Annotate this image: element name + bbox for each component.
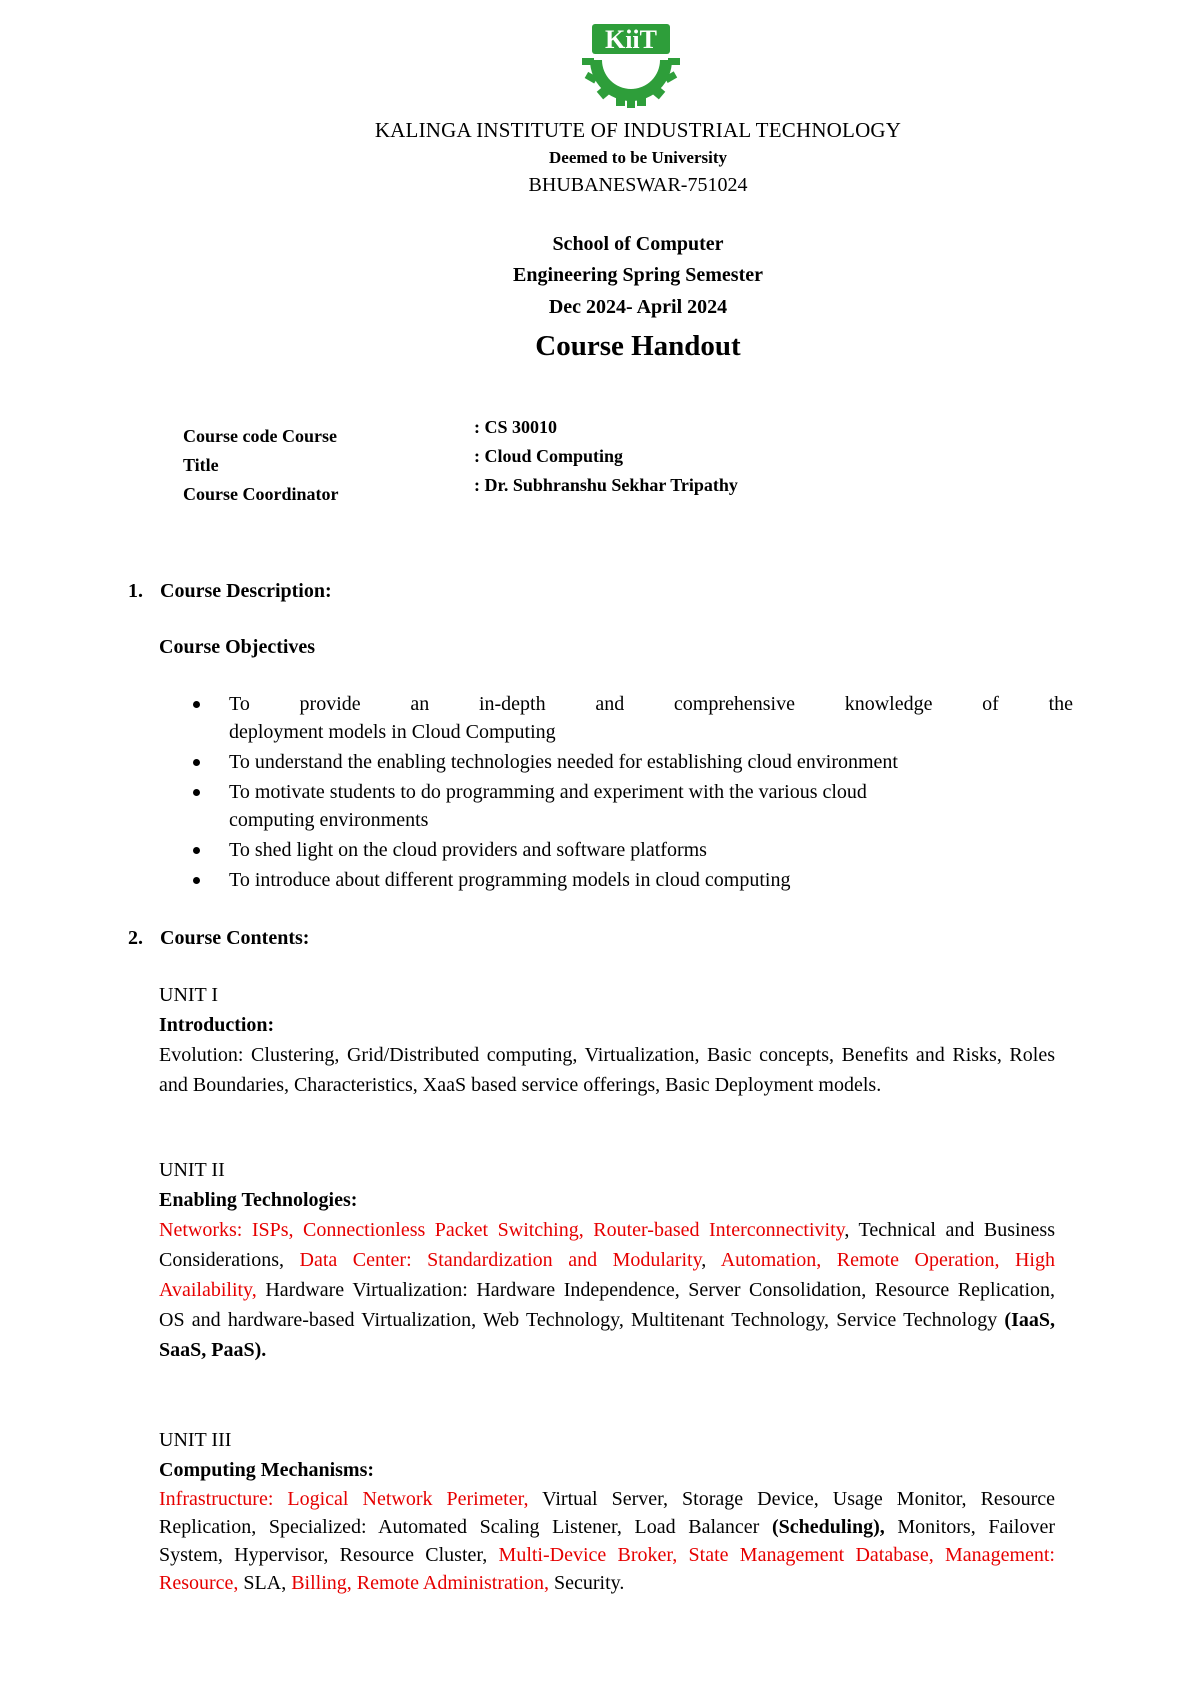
section-1-title: Course Description: [160,580,332,602]
unit-3-label: UNIT III [159,1429,232,1451]
unit-1 [159,980,1055,1100]
bullet-icon [193,759,200,766]
unit-3-title: Computing Mechanisms: [159,1459,375,1481]
unit-3-topic-red: Infrastructure: Logical Network Perimeter, [159,1488,529,1510]
section-1-heading [128,580,332,603]
institute-name: KALINGA INSTITUTE OF INDUSTRIAL TECHNOLOGY [374,118,902,142]
unit-2-topic-red: Networks: ISPs, Connectionless Packet Switching, Router-based Interconnectivity [159,1219,845,1241]
objective-text: To shed light on the cloud providers and software platforms [229,839,707,861]
unit-2-topic-bold: (IaaS, SaaS, PaaS). [159,1309,1055,1361]
bullet-icon [193,877,200,884]
list-item [159,836,1073,864]
unit-2-label: UNIT II [159,1159,225,1181]
list-item [159,748,1073,776]
unit-2-topic: , Technical and Business Considerations, [159,1219,1055,1271]
unit-2-topic-red: Data Center: Standardization and Modularity [299,1249,702,1271]
list-item [159,690,1073,746]
unit-3-topic-red: Billing, Remote Administration, [291,1572,549,1594]
unit-1-title: Introduction: [159,1014,275,1036]
section-1-number: 1. [128,580,143,602]
unit-2 [159,1155,1055,1365]
unit-1-label: UNIT I [159,984,219,1006]
objective-text: To understand the enabling technologies needed for establishing cloud environment [229,751,898,773]
unit-3-topic: Monitors, Failover System, Hypervisor, Resource Cluster, [159,1516,1055,1566]
section-2-title: Course Contents: [160,927,310,949]
unit-3-topic-red: Multi-Device Broker, State Management Database, Management: Resource, [159,1544,1055,1594]
bullet-icon [193,789,200,796]
objectives-list [159,690,1073,896]
unit-3-body [159,1485,1055,1597]
course-coordinator: : Dr. Subhranshu Sekhar Tripathy [474,475,738,495]
deemed-university: Deemed to be University [549,148,727,167]
objective-text: computing environments [229,809,429,831]
unit-3-topic: Security. [549,1572,625,1594]
objectives-heading: Course Objectives [159,636,316,658]
list-item [159,778,1073,834]
label-title: Title [183,455,219,475]
unit-2-body [159,1215,1055,1365]
school-line-1: School of Computer [552,233,724,255]
unit-2-topic-red: Automation, Remote Operation, High Availability, [159,1249,1055,1301]
meta-labels [183,422,339,509]
unit-2-title: Enabling Technologies: [159,1189,358,1211]
unit-3 [159,1425,1055,1597]
unit-2-topic: , [701,1249,721,1271]
unit-3-topic: SLA, [238,1572,292,1594]
bullet-icon [193,847,200,854]
label-code-title: Course code Course [183,426,337,446]
city-pincode: BHUBANESWAR-751024 [528,174,748,196]
bullet-icon [193,701,200,708]
objective-text: deployment models in Cloud Computing [229,721,556,743]
semester-dates: Dec 2024- April 2024 [548,296,728,318]
objective-text: To provide an in-depth and comprehensive knowledge of the [229,693,1073,715]
section-2-number: 2. [128,927,143,949]
page-title: Course Handout [535,330,741,362]
unit-1-body: Evolution: Clustering, Grid/Distributed computing, Virtualization, Basic concepts, Benefits and Risks, Roles and Boundaries, Characteristics, XaaS based service offerings, Basic Deployment models. [159,1044,1055,1096]
unit-3-topic-bold: (Scheduling), [771,1516,885,1538]
kiit-logo [576,20,686,108]
objective-text: To motivate students to do programming and experiment with the various cloud [229,781,867,803]
label-coordinator: Course Coordinator [183,484,339,504]
objective-text: To introduce about different programming models in cloud computing [229,869,791,891]
unit-3-topic: Virtual Server, Storage Device, Usage Monitor, Resource Replication, Specialized: Automated Scaling Listener, Load Balancer [159,1488,1055,1538]
course-code: : CS 30010 [474,417,558,437]
section-2-heading [128,927,309,950]
school-line-2: Engineering Spring Semester [513,264,763,286]
logo-text: KiiT [604,25,658,54]
meta-values [474,413,738,500]
unit-2-topic: Hardware Virtualization: Hardware Independence, Server Consolidation, Resource Replication, OS and hardware-based Virtualization, Web Technology, Multitenant Technology, Service Technology [159,1279,1055,1331]
list-item [159,866,1073,894]
course-name: : Cloud Computing [474,446,624,466]
